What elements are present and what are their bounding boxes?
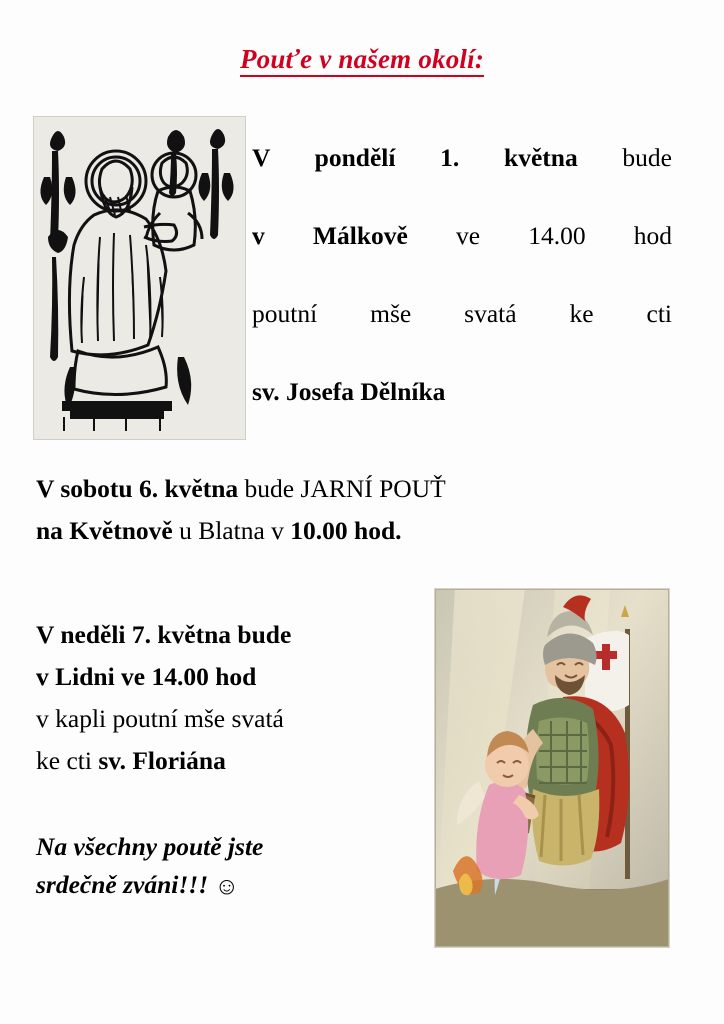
announcement-liden-line-3: v kapli poutní mše svatá [36,704,284,733]
closing-line-1: Na všechny poutě jste [36,832,264,861]
page-title-text: Pouťe v našem okolí: [240,44,484,77]
announcement-malkov-line-2 [252,216,672,294]
announcement-malkov-line-1 [252,138,672,216]
announcement-malkov-line-4-bold: sv. Josefa Dělníka [252,377,446,406]
announcement-malkov-line-3: poutní mše svatá ke cti [252,299,672,328]
closing-line-2-text: srdečně zváni!!! [36,870,209,899]
announcement-malkov [252,138,672,411]
announcement-kvetnov [36,468,656,552]
announcement-liden-line-4-rest: ke cti [36,746,99,775]
closing-line-2 [36,866,426,906]
announcement-liden-line-2 [36,656,426,698]
announcement-liden-line-4-bold: sv. Floriána [98,746,226,775]
announcement-malkov-line-1-bold: V pondělí 1. května [252,143,578,172]
announcement-malkov-line-4 [252,372,672,411]
announcement-malkov-line-2-rest: ve 14.00 hod [407,221,673,250]
closing-invitation [36,828,426,906]
announcement-kvetnov-line-1-bold: V sobotu 6. května [36,474,239,503]
announcement-malkov-line-1-rest: bude [577,143,672,172]
announcement-liden-line-4 [36,740,426,782]
page-title [0,44,724,75]
smiley-icon: ☺ [214,874,240,900]
announcement-liden [36,614,426,782]
woodcut-saint-joseph-with-child [33,116,246,440]
announcement-kvetnov-line-2-mid: u Blatna v [172,516,291,545]
announcement-kvetnov-line-2 [36,510,656,552]
announcement-liden-line-1 [36,614,426,656]
announcement-malkov-line-2-bold: v Málkově [252,221,408,250]
announcement-liden-line-2-text: v Lidni ve 14.00 hod [36,662,257,691]
announcement-kvetnov-line-1 [36,468,656,510]
announcement-kvetnov-line-2-bold: na Květnově [36,516,173,545]
announcement-kvetnov-line-1-rest: bude JARNÍ POUŤ [238,474,446,503]
announcement-kvetnov-line-2-bold2: 10.00 hod. [290,516,402,545]
painting-saint-florian [434,588,670,948]
announcement-liden-line-1-text: V neděli 7. května bude [36,620,292,649]
